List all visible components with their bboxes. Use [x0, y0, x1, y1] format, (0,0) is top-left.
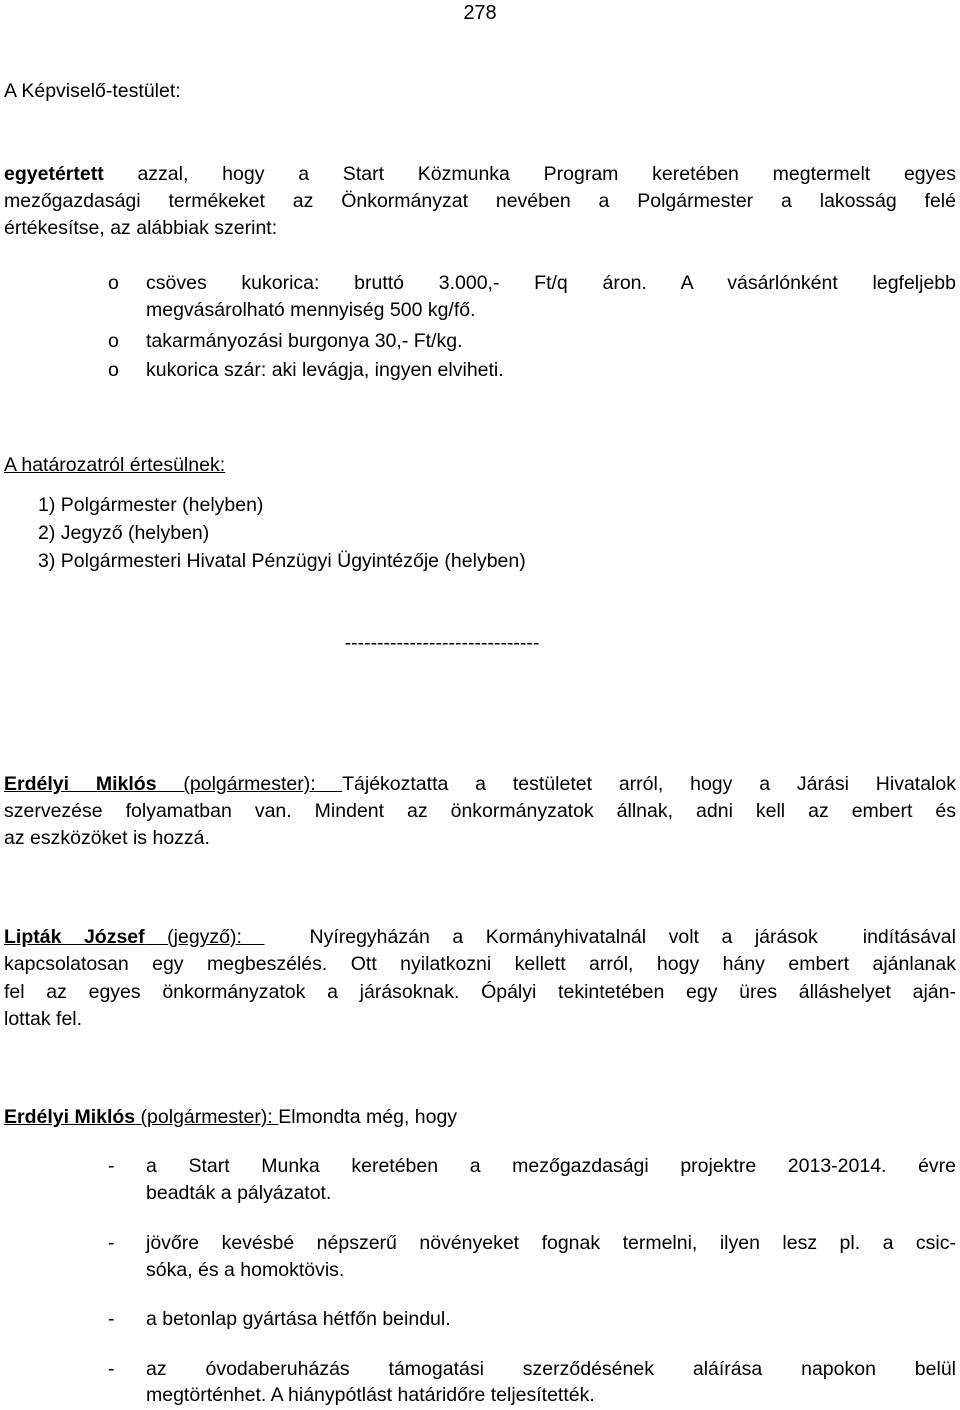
resolution-line-2: mezőgazdasági termékeket az Önkormányzat nevében a Polgármester a lakosság felé: [4, 190, 956, 212]
product-1-line-1: csöves kukorica: bruttó 3.000,- Ft/q áron. A vásárlónként legfeljebb: [146, 272, 956, 294]
dash-marker: -: [108, 1155, 115, 1177]
p3-item-1-line-2: beadták a pályázatot.: [146, 1182, 332, 1204]
page-number: 278: [463, 2, 497, 24]
p3-item-4-line-2: megtörténhet. A hiánypótlást határidőre teljesítették.: [146, 1384, 595, 1406]
p3-item-2-line-1: jövőre kevésbé népszerű növényeket fognak termelni, ilyen lesz pl. a csic-: [146, 1232, 956, 1254]
p1-line-1: [4, 771, 956, 798]
p1-line-3: az eszközöket is hozzá.: [4, 827, 210, 849]
product-3: kukorica szár: aki levágja, ingyen elviheti.: [146, 359, 504, 381]
intro-line: A Képviselő-testület:: [4, 80, 181, 102]
speaker-name: Erdélyi Miklós: [4, 1106, 136, 1128]
speaker-name: Lipták József: [4, 926, 145, 948]
resolution-line-3: értékesítse, az alábbiak szerint:: [4, 217, 278, 239]
resolution-line-1: [4, 161, 956, 188]
p1-line-1-text: Tájékoztatta a testületet arról, hogy a Járási Hivatalok: [342, 773, 956, 795]
p3-item-3: a betonlap gyártása hétfőn beindul.: [146, 1308, 451, 1330]
speaker-role: (jegyző):: [144, 926, 265, 948]
notify-item-2: 2) Jegyző (helyben): [38, 522, 210, 544]
separator: ------------------------------: [344, 632, 540, 654]
p2-line-2: kapcsolatosan egy megbeszélés. Ott nyilatkozni kellett arról, hogy hány embert ajánlanak: [4, 953, 956, 975]
p2-line-1: [4, 924, 956, 951]
bullet-marker: o: [108, 330, 119, 352]
speaker-role: (polgármester):: [135, 1106, 279, 1128]
speaker-role: (polgármester):: [156, 773, 343, 795]
p3-item-1-line-1: a Start Munka keretében a mezőgazdasági projektre 2013-2014. évre: [146, 1155, 956, 1177]
p3-item-4-line-1: az óvodaberuházás támogatási szerződésének aláírása napokon belül: [146, 1358, 956, 1380]
bullet-marker: o: [108, 272, 119, 294]
p1-line-2: szervezése folyamatban van. Mindent az önkormányzatok állnak, adni kell az embert és: [4, 800, 956, 822]
notify-heading: [4, 452, 956, 479]
resolution-verb: egyetértett: [4, 163, 104, 185]
p3-line-1-text: Elmondta még, hogy: [278, 1106, 458, 1128]
p2-line-4: lottak fel.: [4, 1008, 83, 1030]
p3-line-1: [4, 1104, 956, 1131]
notify-item-1: 1) Polgármester (helyben): [38, 494, 264, 516]
notify-item-3: 3) Polgármesteri Hivatal Pénzügyi Ügyintézője (helyben): [38, 550, 526, 572]
product-1-line-2: megvásárolható mennyiség 500 kg/fő.: [146, 299, 476, 321]
dash-marker: -: [108, 1308, 115, 1330]
dash-marker: -: [108, 1232, 115, 1254]
resolution-line-1-text: azzal, hogy a Start Közmunka Program keretében megtermelt egyes: [103, 163, 956, 185]
p2-line-1-text: Nyíregyházán a Kormányhivatalnál volt a járások indításával: [264, 926, 956, 948]
product-2: takarmányozási burgonya 30,- Ft/kg.: [146, 330, 463, 352]
dash-marker: -: [108, 1358, 115, 1380]
p3-item-2-line-2: sóka, és a homoktövis.: [146, 1259, 345, 1281]
speaker-name: Erdélyi Miklós: [4, 773, 157, 795]
bullet-marker: o: [108, 359, 119, 381]
p2-line-3: fel az egyes önkormányzatok a járásoknak. Ópályi tekintetében egy üres álláshelyet aján-: [4, 981, 956, 1003]
notify-heading-text: A határozatról értesülnek:: [4, 454, 226, 476]
